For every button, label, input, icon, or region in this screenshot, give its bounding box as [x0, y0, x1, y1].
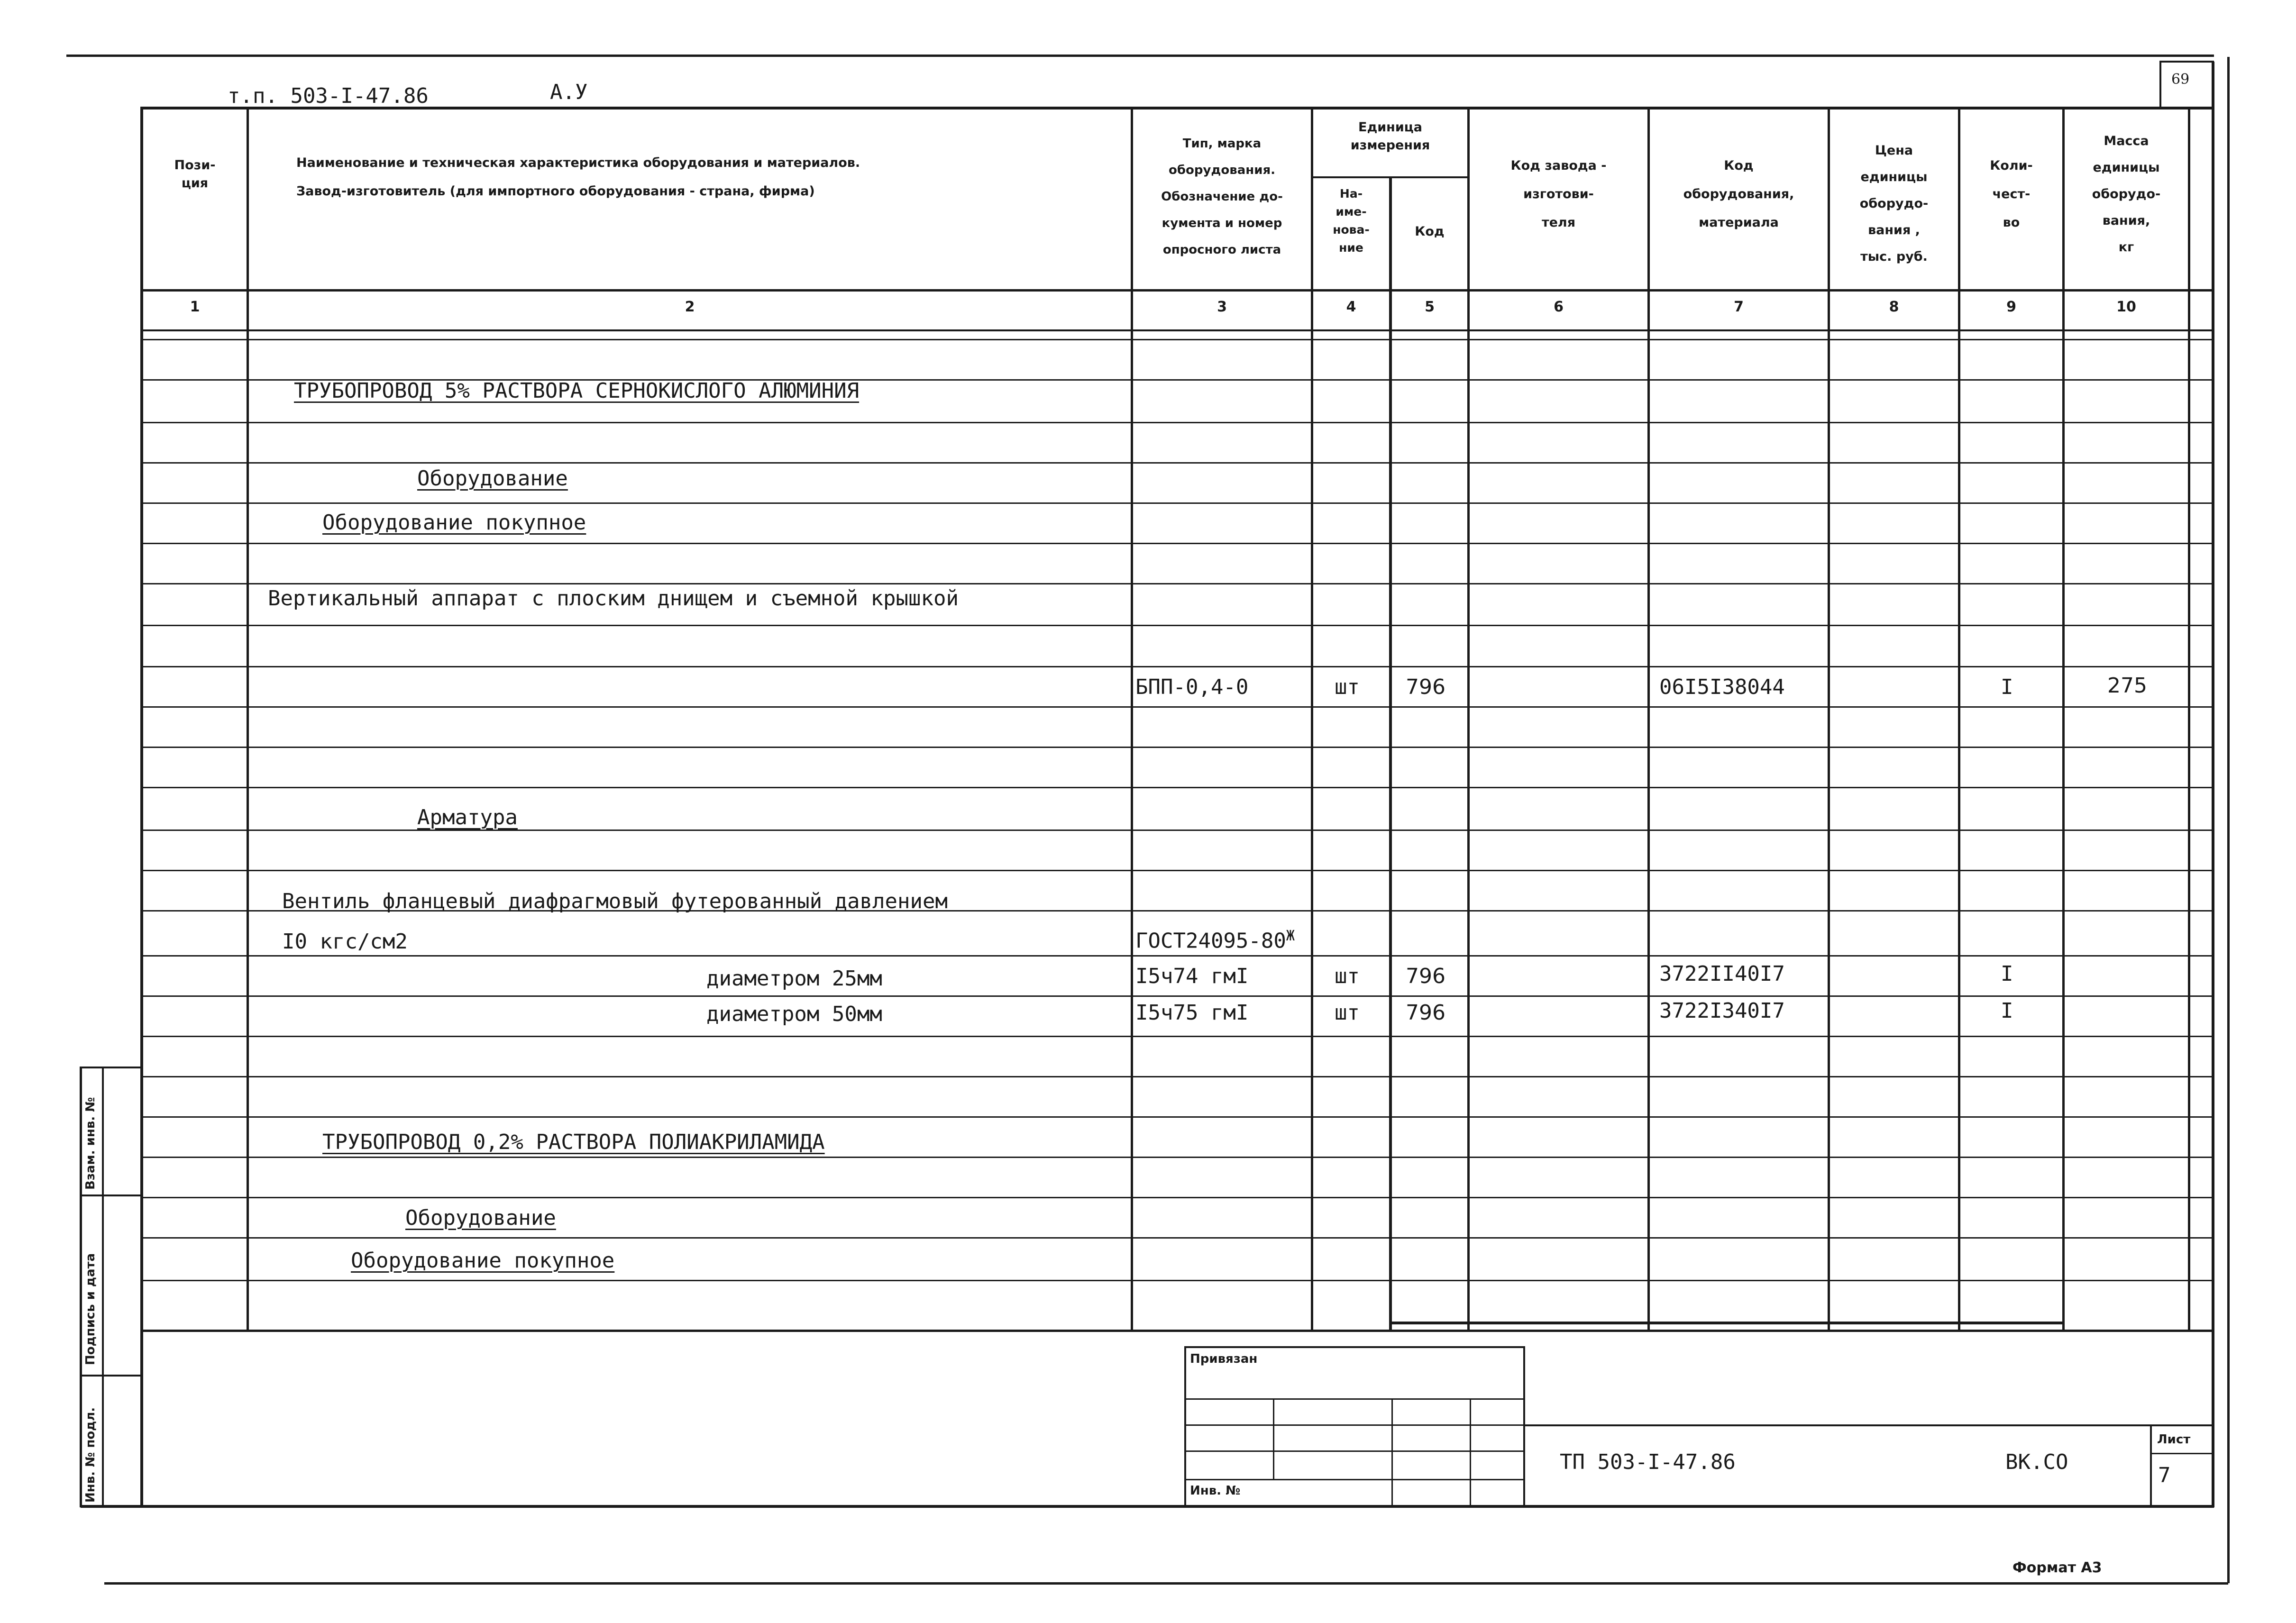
page-number: 69 [2171, 71, 2190, 88]
header-text: ние [1339, 241, 1363, 255]
stamp-line [1185, 1398, 1524, 1400]
header-unit-code: Код [1415, 224, 1445, 239]
header-text: На- [1339, 187, 1363, 201]
column-number: 2 [685, 299, 695, 315]
row-line [142, 830, 2214, 831]
header-text: единицы [1860, 170, 1928, 184]
stamp-box-left [1184, 1346, 1186, 1507]
header-text: теля [1541, 215, 1576, 230]
frame-left [140, 107, 143, 1507]
header-text: Код [1724, 158, 1754, 173]
doc-suffix: ВК.СО [2005, 1450, 2068, 1474]
sheet-box-left [2150, 1424, 2152, 1507]
column-number: 5 [1425, 299, 1435, 315]
header-text: оборудо- [2092, 187, 2161, 201]
header-text: во [2003, 215, 2020, 230]
header-text: вания , [1868, 223, 1920, 237]
header-text: Пози- [174, 158, 216, 173]
stamp-box-top [1185, 1346, 1524, 1348]
header-unit-name [1313, 185, 1389, 257]
col-line-7 [1828, 108, 1830, 1332]
header-text: тыс. руб. [1860, 249, 1928, 264]
valve25-qty: I [2001, 962, 2013, 986]
section-title-polyacrylamide: ТРУБОПРОВОД 0,2% РАСТВОРА ПОЛИАКРИЛАМИДА [322, 1130, 825, 1154]
valve25-type: I5ч74 гмI [1135, 964, 1249, 988]
header-text: кумента и номер [1162, 216, 1282, 230]
valve25-unit-code: 796 [1406, 964, 1445, 988]
row-line [142, 422, 2214, 423]
column-number: 8 [1889, 299, 1899, 315]
side-stamp-top [80, 1067, 142, 1068]
stamp-col [1391, 1398, 1393, 1507]
row-line [142, 747, 2214, 748]
col-line-10 [2188, 108, 2190, 1332]
row-line [142, 1237, 2214, 1239]
header-text: изготови- [1523, 187, 1594, 201]
header-text: Цена [1875, 143, 1913, 158]
col-line-8 [1958, 108, 1960, 1332]
column-number: 6 [1554, 299, 1564, 315]
header-text: Наименование и техническая характеристика оборудования и материалов. [296, 155, 860, 170]
valve-gost-mark: Ж [1286, 928, 1295, 944]
header-factory-code [1470, 152, 1647, 237]
header-type [1133, 130, 1311, 263]
header-position [143, 156, 247, 192]
subsection-equipment-purchased-2: Оборудование покупное [351, 1249, 615, 1273]
row-line [142, 1036, 2214, 1037]
row-line [142, 583, 2214, 584]
header-text: Код завода - [1510, 158, 1607, 173]
number-row-line [142, 329, 2214, 331]
page-number-box-left [2159, 62, 2161, 107]
column-number: 3 [1217, 299, 1227, 315]
row-line [142, 1197, 2214, 1198]
doc-block-top [1524, 1424, 2214, 1426]
col-line-9 [2062, 108, 2065, 1332]
valve-gost [1135, 924, 1295, 953]
table-bottom-line [1389, 1322, 2062, 1324]
bottom-trim-line [104, 1582, 2228, 1585]
valve50-qty: I [2001, 999, 2013, 1023]
row-line [142, 625, 2214, 626]
sheet-box-divider [2150, 1453, 2214, 1454]
side-stamp-divider [102, 1067, 104, 1507]
col-line-3 [1311, 108, 1313, 1332]
stamp-line [1185, 1424, 1524, 1426]
row-line [142, 870, 2214, 871]
side-stamp-line-1 [80, 1194, 142, 1196]
valve50-name: диаметром 50мм [706, 1002, 882, 1026]
frame-right [2212, 62, 2214, 1507]
header-text: Единица [1358, 120, 1422, 135]
row-line [142, 1157, 2214, 1158]
apparatus-unit-code: 796 [1406, 675, 1445, 699]
header-name [249, 154, 1131, 201]
header-text: единицы [2093, 160, 2160, 175]
header-text: вания, [2102, 213, 2150, 228]
sheet-number: 7 [2158, 1463, 2171, 1487]
valve50-code: 3722I340I7 [1659, 999, 1785, 1023]
apparatus-unit: шт [1335, 675, 1360, 699]
top-reference: т.п. 503-I-47.86 [228, 84, 429, 108]
sheet-label: Лист [2157, 1432, 2191, 1447]
header-text: оборудо- [1859, 196, 1929, 211]
header-quantity [1960, 152, 2062, 237]
header-text: чест- [1992, 187, 2031, 201]
row-line [142, 1280, 2214, 1281]
valve25-name: диаметром 25мм [706, 967, 882, 991]
column-number: 4 [1346, 299, 1356, 315]
header-text: нова- [1333, 223, 1370, 237]
valve50-unit-code: 796 [1406, 1001, 1445, 1025]
row-line [142, 787, 2214, 788]
col-line-5 [1467, 108, 1470, 1332]
stamp-inv-label: Инв. № [1190, 1484, 1241, 1498]
column-number: 10 [2116, 299, 2136, 315]
side-label-replace: Взам. инв. № [83, 1097, 98, 1190]
format-label: Формат А3 [2012, 1559, 2102, 1576]
section-title-aluminium: ТРУБОПРОВОД 5% РАСТВОРА СЕРНОКИСЛОГО АЛЮМИНИЯ [294, 379, 860, 403]
row-line [142, 1076, 2214, 1077]
col-line-6 [1647, 108, 1650, 1332]
row-line [142, 502, 2214, 504]
header-bottom-line [142, 289, 2214, 292]
row-line [142, 462, 2214, 464]
side-label-inv-orig: Инв. № подл. [83, 1407, 98, 1503]
row-line [142, 706, 2214, 708]
header-text: материала [1699, 215, 1779, 230]
subsection-armature: Арматура [417, 805, 518, 830]
col-line-4 [1389, 176, 1392, 1332]
body-bottom-line [142, 1330, 2214, 1332]
row-line [142, 666, 2214, 667]
frame-bottom [81, 1505, 2214, 1508]
page-number-box-top [2159, 61, 2214, 63]
header-text: Масса [2104, 134, 2149, 148]
apparatus-qty: I [2001, 675, 2013, 699]
stamp-box-right [1523, 1346, 1525, 1507]
side-stamp-left [80, 1067, 82, 1507]
apparatus-mass: 275 [2107, 674, 2147, 698]
subsection-equipment-2: Оборудование [405, 1206, 556, 1230]
subsection-equipment-purchased: Оборудование покупное [322, 511, 586, 535]
valve25-code: 3722II40I7 [1659, 962, 1785, 986]
header-text: Завод-изготовитель (для импортного оборудования - страна, фирма) [296, 184, 815, 199]
apparatus-name: Вертикальный аппарат с плоским днищем и съемной крышкой [268, 586, 959, 611]
valve-description: Вентиль фланцевый диафрагмовый футерованный давлением [282, 889, 948, 913]
valve-pressure: I0 кгс/см2 [282, 930, 408, 954]
frame-top [142, 107, 2214, 109]
top-album: А.У [550, 80, 588, 104]
column-number: 1 [190, 299, 200, 315]
column-number: 7 [1734, 299, 1744, 315]
row-line [142, 339, 2214, 340]
header-text: ция [181, 176, 209, 191]
stamp-line [1185, 1479, 1524, 1480]
row-line [142, 543, 2214, 544]
col-line-2 [1131, 108, 1133, 1332]
header-text: Обозначение до- [1161, 190, 1283, 204]
doc-code: ТП 503-I-47.86 [1560, 1450, 1736, 1474]
row-line [142, 955, 2214, 957]
valve25-unit: шт [1335, 964, 1360, 988]
header-unit-group [1313, 119, 1467, 155]
header-text: оборудования, [1683, 187, 1794, 201]
row-line [142, 995, 2214, 997]
subsection-equipment: Оборудование [417, 466, 568, 491]
header-text: Коли- [1990, 158, 2033, 173]
header-price [1830, 137, 1958, 270]
top-trim-line [66, 55, 2214, 57]
stamp-bound-label: Привязан [1190, 1352, 1258, 1366]
valve50-unit: шт [1335, 1001, 1360, 1025]
side-stamp-line-2 [80, 1375, 142, 1377]
valve50-type: I5ч75 гмI [1135, 1001, 1249, 1025]
stamp-line [1185, 1450, 1524, 1452]
apparatus-type: БПП-0,4-0 [1135, 675, 1249, 699]
side-label-sign-date: Подпись и дата [83, 1253, 98, 1365]
column-number: 9 [2006, 299, 2016, 315]
header-text: Тип, марка [1182, 137, 1262, 151]
header-material-code [1650, 152, 1828, 237]
stamp-col [1470, 1398, 1471, 1507]
header-text: кг [2118, 240, 2134, 255]
valve-gost-text: ГОСТ24095-80 [1135, 929, 1286, 953]
row-line [142, 1116, 2214, 1118]
right-trim-line [2227, 57, 2230, 1583]
header-text: измерения [1350, 138, 1430, 153]
col-line-1 [247, 108, 249, 1332]
header-mass [2065, 128, 2188, 261]
apparatus-code: 06I5I38044 [1659, 675, 1785, 699]
header-text: опросного листа [1162, 243, 1281, 257]
header-text: име- [1336, 205, 1367, 219]
stamp-col [1273, 1398, 1274, 1479]
header-text: оборудования. [1168, 163, 1276, 177]
